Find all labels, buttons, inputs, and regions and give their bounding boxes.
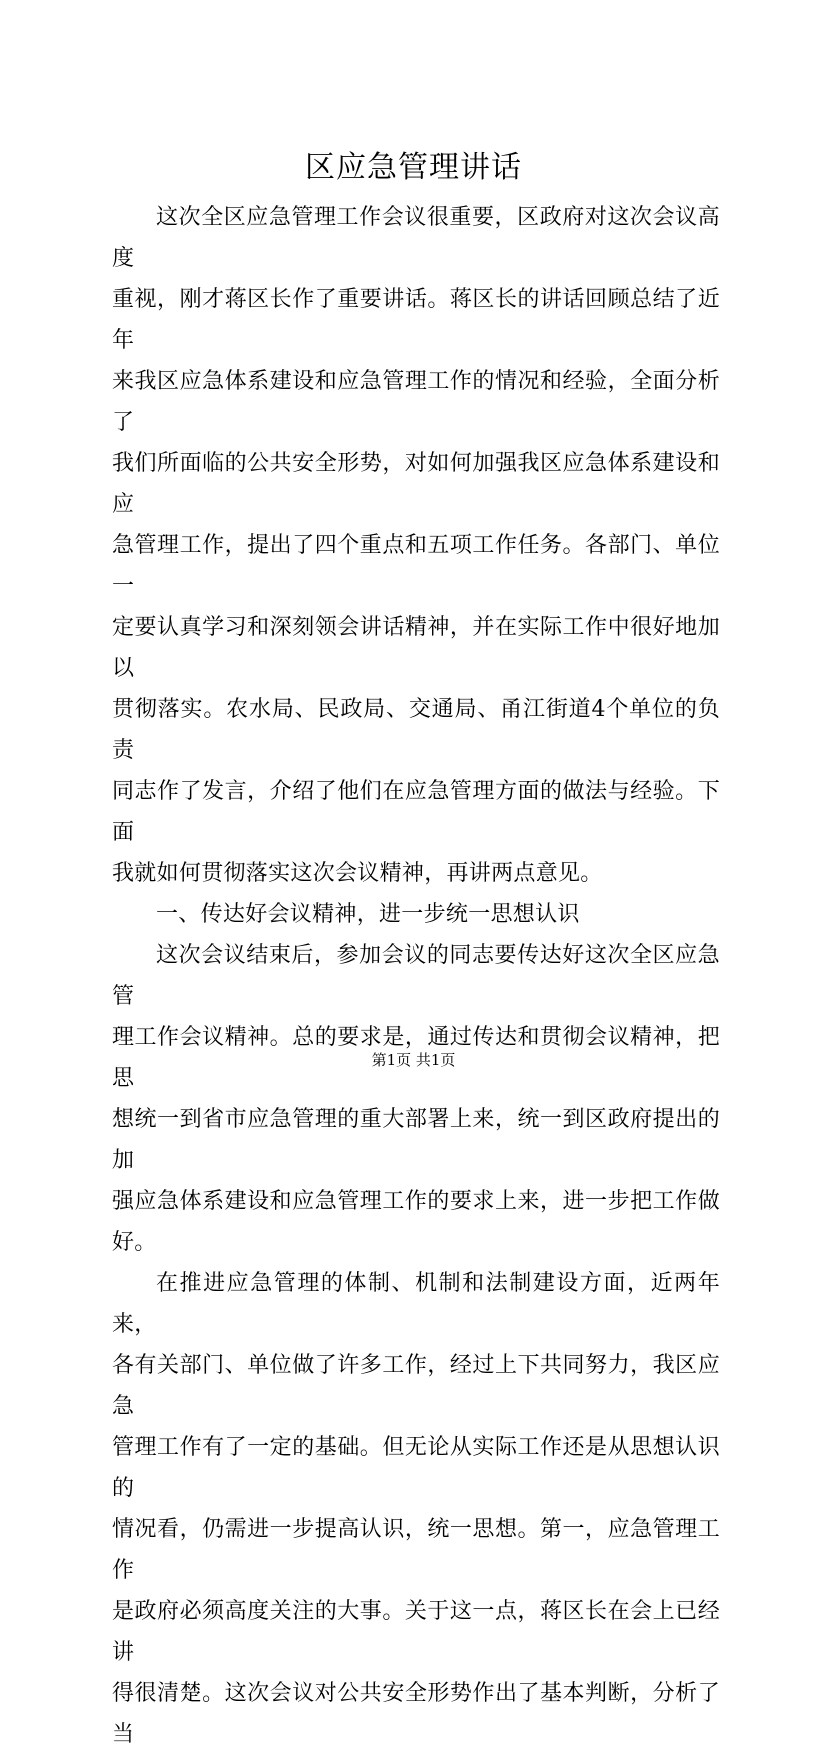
- document-body: [112, 197, 720, 1755]
- paragraph-mechanism: 在推进应急管理的体制、机制和法制建设方面，近两年来， 各有关部门、单位做了许多工作，经过上下共同努力，我区应急 管理工作有了一定的基础。但无论从实际工作还是从思想认识的 情况看，仍需进一步提高认识，统一思想。第一，应急管理工作 是政府必须高度关注的大事。关于这一点，蒋区长在会上已经讲 得很清楚。这次会议对公共安全形势作出了基本判断，分析了当: [112, 1271, 720, 1747]
- document-title: 区应急管理讲话: [305, 150, 522, 185]
- paragraph-intro: 这次全区应急管理工作会议很重要，区政府对这次会议高度 重视，刚才蒋区长作了重要讲话。蒋区长的讲话回顾总结了近年 来我区应急体系建设和应急管理工作的情况和经验，全面分析了 我们所面临的公共安全形势，对如何加强我区应急体系建设和应 急管理工作，提出了四个重点和五项工作任务。各部门、单位一 定要认真学习和深刻领会讲话精神，并在实际工作中很好地加以 贯彻落实。农水局、民政局、交通局、甬江街道4个单位的负责 同志作了发言，介绍了他们在应急管理方面的做法与经验。下面 我就如何贯彻落实这次会议精神，再讲两点意见。: [112, 205, 720, 886]
- page-number-footer: 第1页 共1页: [371, 1051, 456, 1069]
- paragraph-convey-spirit: 这次会议结束后，参加会议的同志要传达好这次全区应急管 理工作会议精神。总的要求是，通过传达和贯彻会议精神，把思 想统一到省市应急管理的重大部署上来，统一到区政府提出的加 强应急体系建设和应急管理工作的要求上来，进一步把工作做好。: [112, 943, 720, 1255]
- section-heading-1: 一、传达好会议精神，进一步统一思想认识: [156, 902, 580, 927]
